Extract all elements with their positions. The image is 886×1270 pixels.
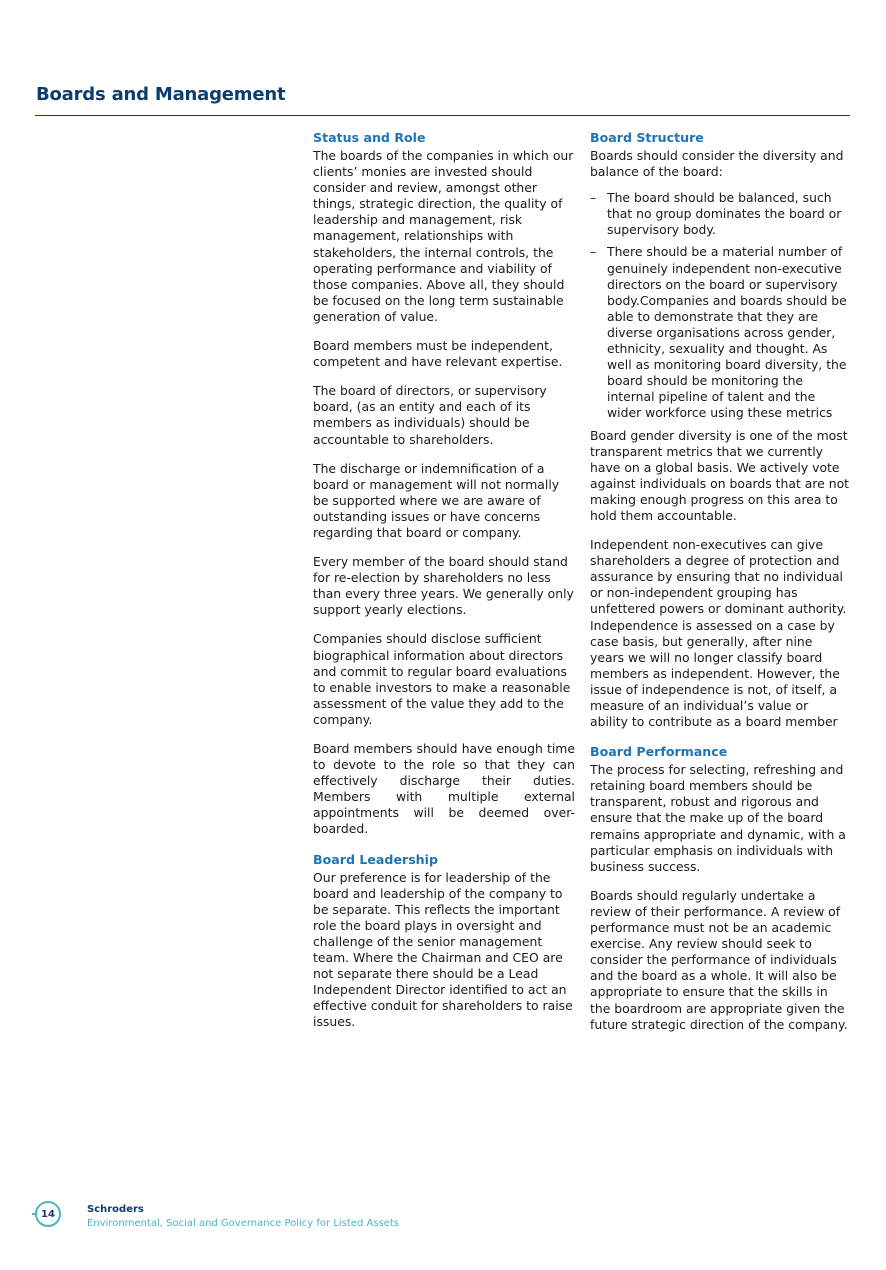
paragraph: The process for selecting, refreshing and retaining board members should be transparent, robust and rigorous and ensure that the make up of the board remains appropriate and dynamic, with a particular emphasis on individuals with business success.: [590, 762, 846, 874]
title-divider: [35, 115, 850, 116]
section-heading-status-and-role: Status and Role: [313, 130, 426, 145]
paragraph: Board members should have enough time to devote to the role so that they can effectively discharge their duties. Members with multiple external appointments will be deemed over-boarded.: [313, 741, 575, 837]
paragraph: Board members must be independent, competent and have relevant expertise.: [313, 338, 563, 370]
document-title: Environmental, Social and Governance Policy for Listed Assets: [87, 1218, 400, 1229]
paragraph: Independent non-executives can give shareholders a degree of protection and assurance by ensuring that no individual or non-independent grouping has unfettered powers or dominant authority. Independence is assessed on a case by case basis, but generally, after nine years we will no longer classify board members as independent. However, the issue of independence is not, of itself, a measure of an individual’s value or ability to contribute as a board member: [590, 537, 847, 730]
section-heading-board-structure: Board Structure: [590, 130, 704, 145]
bullet-list: [590, 190, 850, 421]
brand-name: Schroders: [87, 1204, 144, 1215]
right-column: [590, 129, 850, 1046]
section-heading-board-performance: Board Performance: [590, 744, 728, 760]
page-title: Boards and Management: [36, 84, 286, 105]
paragraph: The discharge or indemnification of a board or management will not normally be supported where we are aware of outstanding issues or have concerns regarding that board or company.: [313, 460, 560, 540]
page-number-badge: 14: [35, 1201, 61, 1227]
paragraph: Our preference is for leadership of the board and leadership of the company to be separate. This reflects the important role the board plays in oversight and challenge of the senior management team. Where the Chairman and CEO are not separate there should be a Lead Independent Director identified to act an effective conduit for shareholders to raise issues.: [313, 869, 573, 1030]
list-item: – There should be a material number of genuinely independent non-executive directors on the board or supervisory body.Companies and boards should be able to demonstrate that they are diverse organisations across gender, ethnicity, sexuality and thought. As well as monitoring board diversity, the board should be monitoring the internal pipeline of talent and the wider workforce using these metrics: [590, 244, 850, 421]
list-item: – The board should be balanced, such that no group dominates the board or supervisory body.: [590, 190, 850, 238]
paragraph: The boards of the companies in which our clients’ monies are invested should consider and review, amongst other things, strategic direction, the quality of leadership and management, risk management, relationships with stakeholders, the internal controls, the operating performance and viability of those companies. Above all, they should be focused on the long term sustainable generation of value.: [313, 148, 574, 324]
paragraph: Boards should consider the diversity and balance of the board:: [590, 148, 844, 180]
left-column: [313, 129, 575, 1044]
section-heading-board-leadership: Board Leadership: [313, 851, 438, 867]
paragraph: Companies should disclose sufficient biographical information about directors and commit to regular board evaluations to enable investors to make a reasonable assessment of the value they add to the company.: [313, 631, 571, 727]
paragraph: Board gender diversity is one of the most transparent metrics that we currently have on a global basis. We actively vote against individuals on boards that are not making enough progress on this area to hold them accountable.: [590, 427, 850, 523]
paragraph: Boards should regularly undertake a review of their performance. A review of performance must not be an academic exercise. Any review should seek to consider the performance of individuals and the board as a whole. It will also be appropriate to ensure that the skills in the boardroom are appropriate given the future strategic direction of the company.: [590, 887, 848, 1032]
paragraph: The board of directors, or supervisory board, (as an entity and each of its members as individuals) should be accountable to shareholders.: [313, 383, 547, 447]
paragraph: Every member of the board should stand for re-election by shareholders no less than every three years. We generally only support yearly elections.: [313, 554, 574, 618]
